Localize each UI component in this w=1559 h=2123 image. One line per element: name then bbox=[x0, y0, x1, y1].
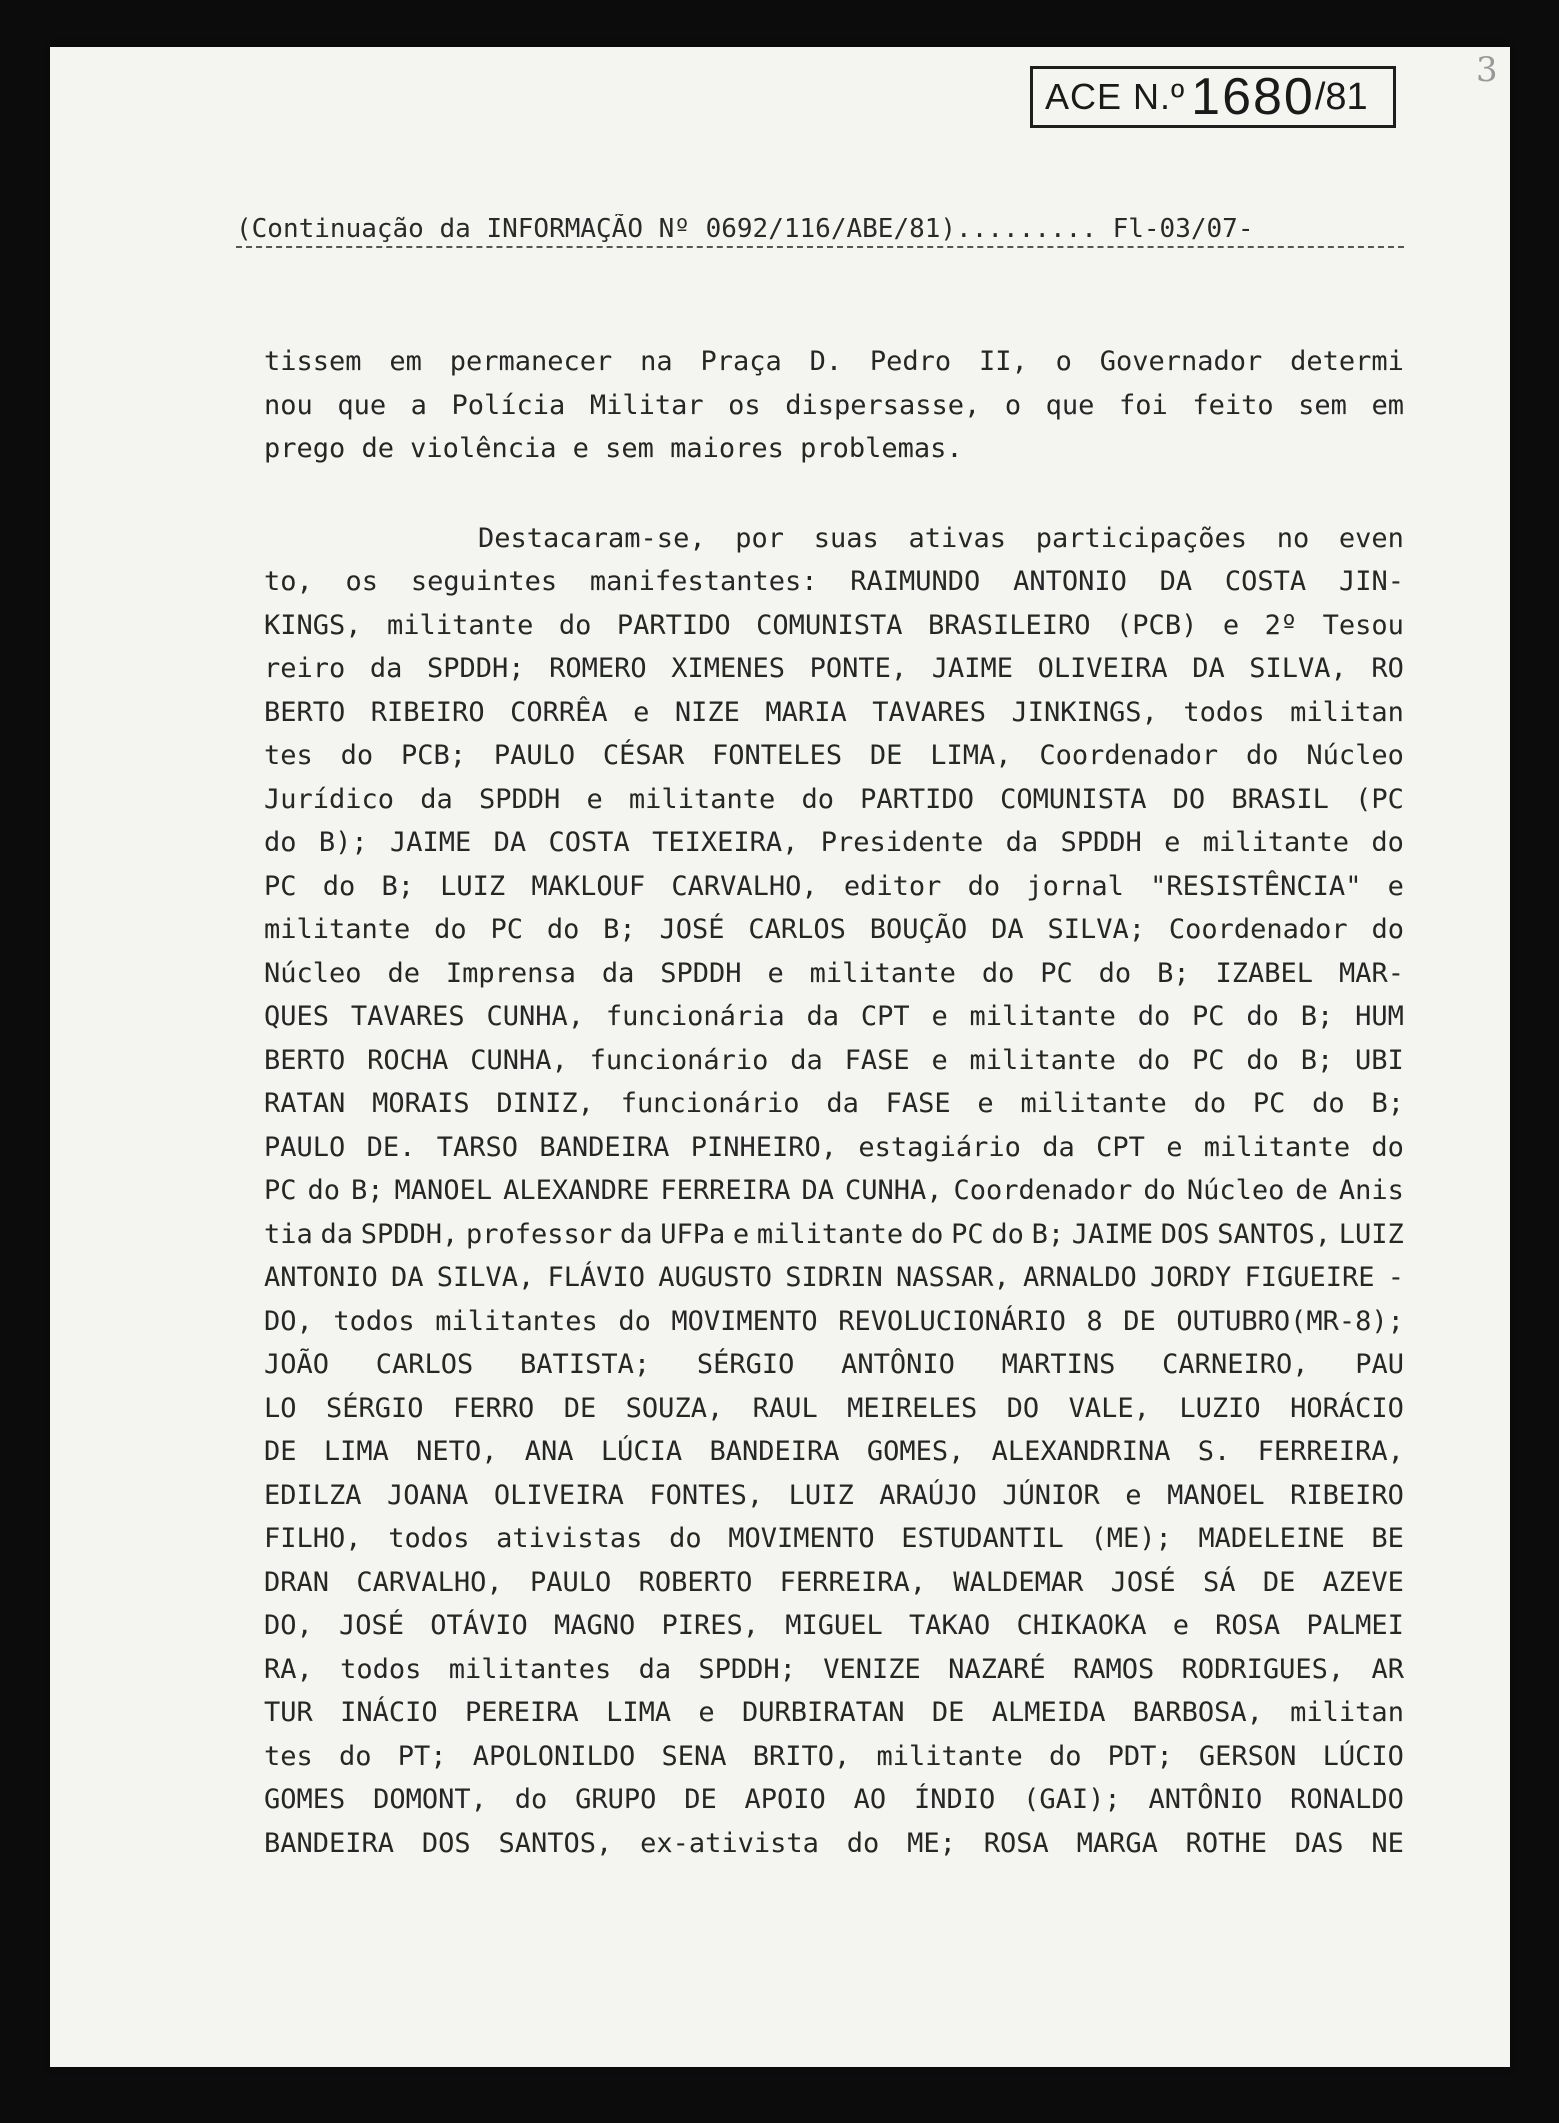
continuation-header: (Continuação da INFORMAÇÃO Nº 0692/116/ABE/81)......... Fl-03/07- bbox=[236, 214, 1404, 248]
text-line: TUR INÁCIO PEREIRA LIMA e DURBIRATAN DE ALMEIDA BARBOSA, militan bbox=[264, 1697, 1404, 1728]
text-line: JOÃO CARLOS BATISTA; SÉRGIO ANTÔNIO MARTINS CARNEIRO, PAU bbox=[264, 1349, 1404, 1380]
text-line: FILHO, todos ativistas do MOVIMENTO ESTUDANTIL (ME); MADELEINE BE bbox=[264, 1523, 1404, 1554]
ace-stamp bbox=[1030, 66, 1396, 128]
text-line: BANDEIRA DOS SANTOS, ex-ativista do ME; ROSA MARGA ROTHE DAS NE bbox=[264, 1827, 1404, 1859]
text-line: to, os seguintes manifestantes: RAIMUNDO ANTONIO DA COSTA JIN- bbox=[264, 566, 1404, 597]
text-line: BERTO ROCHA CUNHA, funcionário da FASE e militante do PC do B; UBI bbox=[264, 1044, 1404, 1076]
text-line: prego de violência e sem maiores problemas. bbox=[264, 433, 963, 464]
text-line: PC do B; LUIZ MAKLOUF CARVALHO, editor do jornal "RESISTÊNCIA" e bbox=[264, 870, 1404, 902]
ace-stamp-suffix: /81 bbox=[1314, 75, 1368, 118]
text-line: RATAN MORAIS DINIZ, funcionário da FASE e militante do PC do B; bbox=[264, 1088, 1404, 1119]
text-line: DRAN CARVALHO, PAULO ROBERTO FERREIRA, WALDEMAR JOSÉ SÁ DE AZEVE bbox=[264, 1566, 1404, 1598]
paragraph-2 bbox=[264, 517, 1404, 1866]
text-line: Destacaram-se, por suas ativas participações no even bbox=[478, 522, 1404, 554]
text-line: PAULO DE. TARSO BANDEIRA PINHEIRO, estagiário da CPT e militante do bbox=[264, 1131, 1404, 1163]
text-line: Núcleo de Imprensa da SPDDH e militante do PC do B; IZABEL MAR- bbox=[264, 957, 1404, 989]
text-line: QUES TAVARES CUNHA, funcionária da CPT e militante do PC do B; HUM bbox=[264, 1001, 1404, 1032]
page-corner-mark: 3 bbox=[1476, 50, 1498, 90]
text-line: tissem em permanecer na Praça D. Pedro II, o Governador determi bbox=[264, 346, 1404, 377]
ace-stamp-label: ACE N.º bbox=[1045, 76, 1186, 117]
text-line: militante do PC do B; JOSÉ CARLOS BOUÇÃO DA SILVA; Coordenador do bbox=[264, 914, 1404, 945]
text-line: reiro da SPDDH; ROMERO XIMENES PONTE, JAIME OLIVEIRA DA SILVA, RO bbox=[264, 653, 1404, 684]
text-line: tes do PT; APOLONILDO SENA BRITO, militante do PDT; GERSON LÚCIO bbox=[264, 1740, 1404, 1772]
text-line: PC do B; MANOEL ALEXANDRE FERREIRA DA CUNHA, Coordenador do Núcleo de Anis bbox=[264, 1175, 1404, 1206]
text-line: BERTO RIBEIRO CORRÊA e NIZE MARIA TAVARES JINKINGS, todos militan bbox=[264, 696, 1404, 728]
text-line: DE LIMA NETO, ANA LÚCIA BANDEIRA GOMES, ALEXANDRINA S. FERREIRA, bbox=[264, 1436, 1404, 1467]
ace-stamp-number: 1680 bbox=[1191, 68, 1315, 126]
text-line: do B); JAIME DA COSTA TEIXEIRA, Presidente da SPDDH e militante do bbox=[264, 827, 1404, 858]
text-line: ANTONIO DA SILVA, FLÁVIO AUGUSTO SIDRIN NASSAR, ARNALDO JORDY FIGUEIRE - bbox=[264, 1262, 1404, 1293]
text-line: KINGS, militante do PARTIDO COMUNISTA BRASILEIRO (PCB) e 2º Tesou bbox=[264, 609, 1404, 641]
document-body bbox=[264, 340, 1404, 1865]
text-line: RA, todos militantes da SPDDH; VENIZE NAZARÉ RAMOS RODRIGUES, AR bbox=[264, 1653, 1404, 1685]
text-line: GOMES DOMONT, do GRUPO DE APOIO AO ÍNDIO (GAI); ANTÔNIO RONALDO bbox=[264, 1784, 1404, 1815]
text-line: tia da SPDDH, professor da UFPa e militante do PC do B; JAIME DOS SANTOS, LUIZ bbox=[264, 1218, 1404, 1250]
text-line: DO, todos militantes do MOVIMENTO REVOLUCIONÁRIO 8 DE OUTUBRO(MR-8); bbox=[264, 1305, 1404, 1337]
paragraph-gap bbox=[264, 471, 1404, 517]
text-line: tes do PCB; PAULO CÉSAR FONTELES DE LIMA, Coordenador do Núcleo bbox=[264, 740, 1404, 771]
text-line: DO, JOSÉ OTÁVIO MAGNO PIRES, MIGUEL TAKAO CHIKAOKA e ROSA PALMEI bbox=[264, 1610, 1404, 1641]
text-line: Jurídico da SPDDH e militante do PARTIDO COMUNISTA DO BRASIL (PC bbox=[264, 783, 1404, 815]
text-line: nou que a Polícia Militar os dispersasse, o que foi feito sem em bbox=[264, 389, 1404, 421]
text-line: EDILZA JOANA OLIVEIRA FONTES, LUIZ ARAÚJO JÚNIOR e MANOEL RIBEIRO bbox=[264, 1479, 1404, 1511]
paragraph-1 bbox=[264, 340, 1404, 471]
text-line: LO SÉRGIO FERRO DE SOUZA, RAUL MEIRELES DO VALE, LUZIO HORÁCIO bbox=[264, 1392, 1404, 1424]
